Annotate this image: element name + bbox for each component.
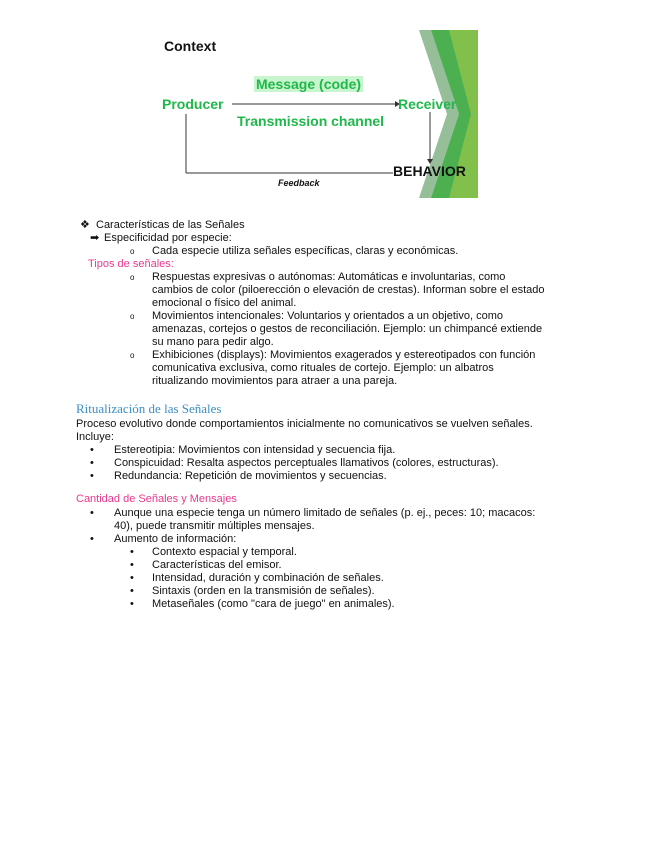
dot-bullet-icon: • bbox=[130, 585, 134, 597]
list-item: • Aumento de información: bbox=[90, 533, 237, 545]
dot-bullet-icon: • bbox=[130, 572, 134, 584]
circle-bullet-icon: o bbox=[130, 273, 135, 282]
list-item: • Características del emisor. bbox=[130, 559, 282, 571]
section2-intro2: Incluye: bbox=[76, 431, 114, 443]
producer-label: Producer bbox=[162, 96, 224, 112]
feedback-label: Feedback bbox=[278, 178, 320, 188]
list-item-cont: cambios de color (piloerección o elevación de crestas). Informan sobre el estado bbox=[152, 284, 545, 296]
dot-bullet-icon: • bbox=[130, 546, 134, 558]
section2-title: Ritualización de las Señales bbox=[76, 401, 222, 416]
context-label: Context bbox=[164, 38, 217, 54]
list-item: • Intensidad, duración y combinación de señales. bbox=[130, 572, 384, 584]
section1-sub1-item: o Cada especie utiliza señales específicas, claras y económicas. bbox=[130, 245, 459, 257]
behavior-label: BEHAVIOR bbox=[393, 163, 466, 179]
list-item: • Metaseñales (como "cara de juego" en animales). bbox=[130, 598, 395, 610]
list-item: • Redundancia: Repetición de movimientos y secuencias. bbox=[90, 470, 387, 482]
list-item-cont: comunicativa exclusiva, como rituales de cortejo. Ejemplo: un albatros bbox=[152, 362, 494, 374]
section2-intro: Proceso evolutivo donde comportamientos inicialmente no comunicativos se vuelven señales. bbox=[76, 418, 533, 430]
dot-bullet-icon: • bbox=[90, 444, 94, 456]
list-item-cont: emocional o físico del animal. bbox=[152, 297, 297, 309]
dot-bullet-icon: • bbox=[90, 533, 94, 545]
dot-bullet-icon: • bbox=[90, 470, 94, 482]
dot-bullet-icon: • bbox=[90, 507, 94, 519]
message-label: Message (code) bbox=[256, 76, 362, 92]
list-item: • Aunque una especie tenga un número limitado de señales (p. ej., peces: 10; macacos: bbox=[90, 507, 536, 519]
list-item-cont: su mano para pedir algo. bbox=[152, 336, 274, 348]
list-item: • Contexto espacial y temporal. bbox=[130, 546, 297, 558]
channel-label: Transmission channel bbox=[237, 113, 385, 129]
receiver-label: Receiver bbox=[398, 96, 457, 112]
section1-heading: ❖ Características de las Señales bbox=[80, 219, 245, 231]
list-item: o Movimientos intencionales: Voluntarios y orientados a un objetivo, como bbox=[130, 310, 503, 322]
communication-diagram bbox=[157, 30, 478, 198]
dot-bullet-icon: • bbox=[130, 598, 134, 610]
arrow-bullet-icon: ➡ bbox=[90, 232, 100, 244]
list-item-cont: 40), puede transmitir múltiples mensajes. bbox=[114, 520, 315, 532]
list-item-cont: ritualizando movimientos para atraer a una pareja. bbox=[152, 375, 398, 387]
dot-bullet-icon: • bbox=[130, 559, 134, 571]
list-item-cont: amenazas, cortejos o gestos de reconciliación. Ejemplo: un chimpancé extiende bbox=[152, 323, 543, 335]
circle-bullet-icon: o bbox=[130, 351, 135, 360]
list-item: o Respuestas expresivas o autónomas: Automáticas e involuntarias, como bbox=[130, 271, 506, 283]
dot-bullet-icon: • bbox=[90, 457, 94, 469]
section3-title: Cantidad de Señales y Mensajes bbox=[76, 493, 237, 505]
list-item: • Conspicuidad: Resalta aspectos perceptuales llamativos (colores, estructuras). bbox=[90, 457, 499, 469]
list-item: o Exhibiciones (displays): Movimientos exagerados y estereotipados con función bbox=[130, 349, 536, 361]
section1-sub1: ➡ Especificidad por especie: bbox=[90, 232, 232, 244]
circle-bullet-icon: o bbox=[130, 312, 135, 321]
types-label: Tipos de señales: bbox=[88, 258, 174, 270]
list-item: • Sintaxis (orden en la transmisión de señales). bbox=[130, 585, 375, 597]
diamond-bullet-icon: ❖ bbox=[80, 219, 90, 231]
list-item: • Estereotipia: Movimientos con intensidad y secuencia fija. bbox=[90, 444, 396, 456]
circle-bullet-icon: o bbox=[130, 247, 135, 256]
